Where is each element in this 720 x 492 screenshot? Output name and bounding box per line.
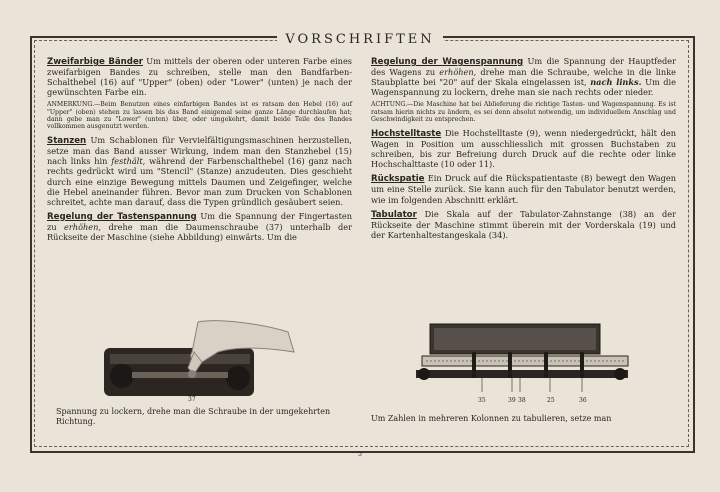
left-column xyxy=(47,56,352,246)
page-header xyxy=(0,28,720,48)
section-wagenspannung xyxy=(371,56,676,97)
section-note: ANMERKUNG.—Beim Benutzen eines einfarbigen Bandes ist es ratsam den Hebel (16) auf "Upper" (oben) stehen zu lassen bis das Band einigemal seine ganze Länge durchlaufen hat; dann gebe man zu "Lower" (unten) über, oder umgekehrt, damit beide Teile des Bandes vollkommen ausgenutzt werden. xyxy=(47,101,352,130)
section-body: Um mittels der oberen oder unteren Farbe eines zweifarbigen Bandes zu schreiben, stelle man den Bandfarben-Schalthebel (16) auf "Upper" (oben) oder "Lower" (unten) je nach der gewünschten Farbe ein. xyxy=(47,56,352,98)
section-hochstelltaste xyxy=(371,128,676,169)
figure-label: 39 xyxy=(508,397,516,404)
section-body: während der Farbenschalthebel (16) ganz nach rechts gedrückt wird um "Stencil" (Stanze) anzudeuten. Dies geschieht durch eine einzige Bewegung mittels Daumen und Zeigefinger, welche die Hebel aneinander führen. Bevor man zum Drucken von Schablonen schreitet, achte man darauf, dass die Typen gründlich gesäubert seien. xyxy=(47,156,352,207)
figure-caption-left: Spannung zu lockern, drehe man die Schraube in der umgekehrten Richtung. xyxy=(56,407,331,426)
section-body: Um die Wagenspannung zu lockern, drehe man sie nach rechts oder nieder. xyxy=(371,77,677,98)
tabulator-rack-illustration xyxy=(412,320,632,398)
figure-caption-right: Um Zahlen in mehreren Kolonnen zu tabulieren, setze man xyxy=(371,414,612,423)
section-body: drehe man die Schraube, welche in die linke Staubplatte bei "20" auf der Skala eingelassen ist, xyxy=(371,67,677,88)
emphasis-text: erhöhen, xyxy=(439,67,477,78)
emphasis-text: festhält, xyxy=(111,156,146,167)
page-title: VORSCHRIFTEN xyxy=(277,32,442,47)
section-tastenspannung xyxy=(47,211,352,242)
section-body: Um die Spannung der Fingertasten zu xyxy=(47,210,352,232)
section-body: Die Hochstelltaste (9), wenn niedergedrückt, hält den Wagen in Position um ausschliesslich mit grossen Buchstaben zu schreiben, bis zur Befreiung durch Druck auf die rechte oder linke Hochschalttaste (10 oder 11). xyxy=(371,127,676,170)
section-tabulator xyxy=(371,209,676,240)
section-heading: Zweifarbige Bänder xyxy=(47,57,144,67)
section-body: Um Schablonen für Vervielfältigungsmaschinen herzustellen, setze man das Band ausser Wirkung, indem man den Stanzhebel (15) nach links hin xyxy=(47,135,352,167)
section-rueckspatie xyxy=(371,173,676,204)
section-body: Um die Spannung der Hauptfeder des Wagens zu xyxy=(371,56,676,78)
section-body: drehe man die Daumenschraube (37) unterhalb der Rückseite der Maschine (siehe Abbildung) einwärts. Um die xyxy=(47,221,352,243)
emphasis-text: nach links. xyxy=(590,77,642,88)
figure-label-37: 37 xyxy=(188,396,196,403)
section-heading: Stanzen xyxy=(47,136,87,147)
section-body: Ein Druck auf die Rückspatientaste (8) bewegt den Wagen um eine Stelle zurück. Sie kann auch für den Tabulator benutzt werden, wie im folgenden Abschnitt erklärt. xyxy=(371,173,676,205)
figure-label: 25 xyxy=(547,397,555,404)
section-heading: Rückspatie xyxy=(371,174,425,185)
figure-label: 36 xyxy=(579,397,587,404)
section-stanzen xyxy=(47,135,352,207)
section-note: ACHTUNG.—Die Maschine hat bei Ablieferung die richtige Tasten- und Wagenspannung. Es ist ratsam hierin nichts zu ändern, es sei denn absolut notwendig, um individuellem Anschlag und Geschwindigkeit zu entsprechen. xyxy=(371,101,676,123)
page-number: 5 xyxy=(358,451,362,458)
section-zweifarbige-baender xyxy=(47,56,352,97)
right-column xyxy=(371,56,676,244)
section-heading: Regelung der Tastenspannung xyxy=(47,211,197,222)
thumb-screw-illustration xyxy=(98,318,298,404)
section-heading: Regelung der Wagenspannung xyxy=(371,57,524,67)
emphasis-text: erhöhen, xyxy=(64,221,101,232)
figure-label: 35 xyxy=(478,397,486,404)
figure-label: 38 xyxy=(518,397,526,404)
section-heading: Tabulator xyxy=(371,209,417,220)
section-body: Die Skala auf der Tabulator-Zahnstange (38) an der Rückseite der Maschine stimmt überein mit der Vorderskala (19) und der Kartenhaltestangeskala (34). xyxy=(371,208,676,240)
section-heading: Hochstelltaste xyxy=(371,128,442,139)
